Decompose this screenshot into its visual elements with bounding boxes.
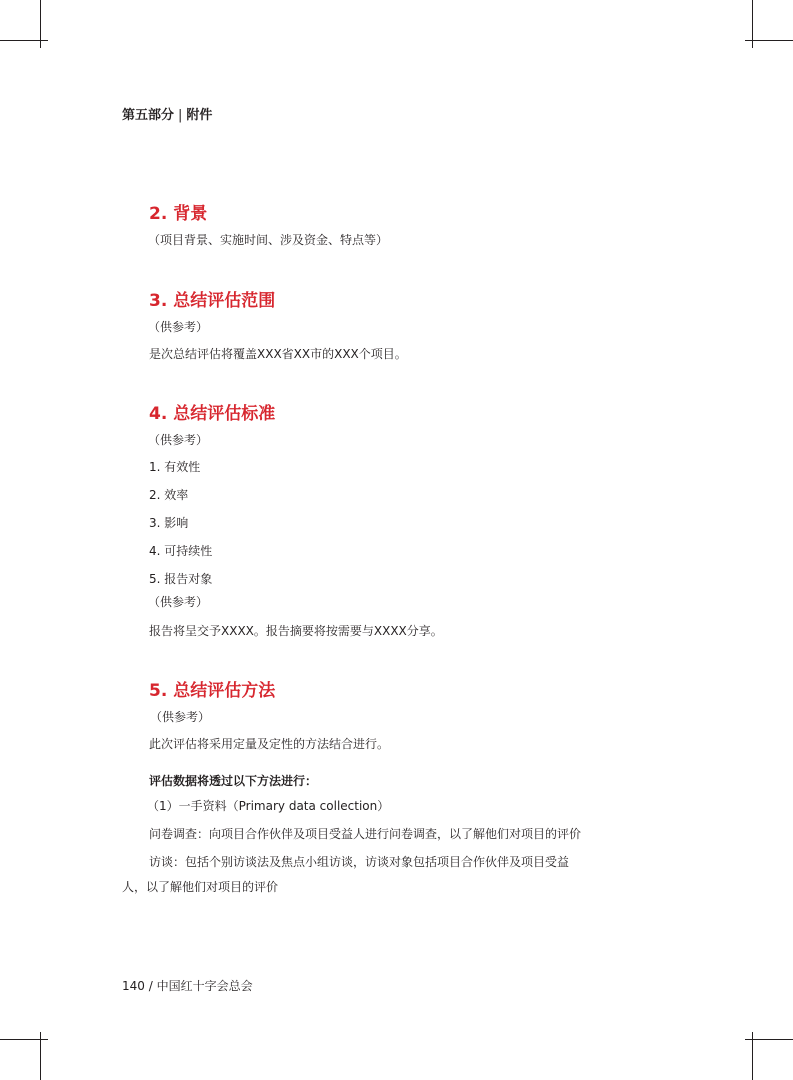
- crop-mark: [0, 1039, 48, 1040]
- list-item: 3. 影响: [149, 516, 189, 530]
- header-part: 第五部分: [122, 108, 175, 123]
- paragraph: 问卷调查：向项目合作伙伴及项目受益人进行问卷调查，以了解他们对项目的评价: [149, 827, 582, 841]
- section-heading-method: 5. 总结评估方法: [149, 681, 276, 701]
- section-note: （供参考）: [148, 320, 209, 334]
- crop-mark: [745, 40, 793, 41]
- section-heading-scope: 3. 总结评估范围: [149, 291, 276, 311]
- subheading: 评估数据将透过以下方法进行：: [149, 774, 318, 788]
- list-item: 5. 报告对象: [149, 572, 213, 586]
- list-item: 2. 效率: [149, 488, 189, 502]
- section-note: （供参考）: [148, 433, 209, 447]
- list-item: 4. 可持续性: [149, 544, 213, 558]
- section-note: （供参考）: [148, 595, 209, 609]
- paragraph: 是次总结评估将覆盖XXX省XX市的XXX个项目。: [149, 347, 407, 361]
- section-note: （项目背景、实施时间、涉及资金、特点等）: [148, 233, 389, 247]
- page-footer: 140 / 中国红十字会总会: [122, 979, 253, 993]
- paragraph: 人，以了解他们对项目的评价: [122, 880, 279, 894]
- list-item: （1）一手资料（Primary data collection）: [147, 799, 390, 813]
- paragraph: 报告将呈交予XXXX。报告摘要将按需要与XXXX分享。: [149, 624, 443, 638]
- section-heading-criteria: 4. 总结评估标准: [149, 404, 276, 424]
- header-separator: |: [178, 108, 183, 123]
- list-item: 1. 有效性: [149, 460, 201, 474]
- section-note: （供参考）: [150, 710, 211, 724]
- paragraph: 访谈：包括个别访谈法及焦点小组访谈，访谈对象包括项目合作伙伴及项目受益: [149, 855, 570, 869]
- header-title: 附件: [186, 108, 213, 123]
- running-header: [122, 104, 212, 123]
- section-heading-background: 2. 背景: [149, 204, 208, 224]
- crop-mark: [745, 1039, 793, 1040]
- paragraph: 此次评估将采用定量及定性的方法结合进行。: [149, 737, 390, 751]
- crop-mark: [0, 40, 48, 41]
